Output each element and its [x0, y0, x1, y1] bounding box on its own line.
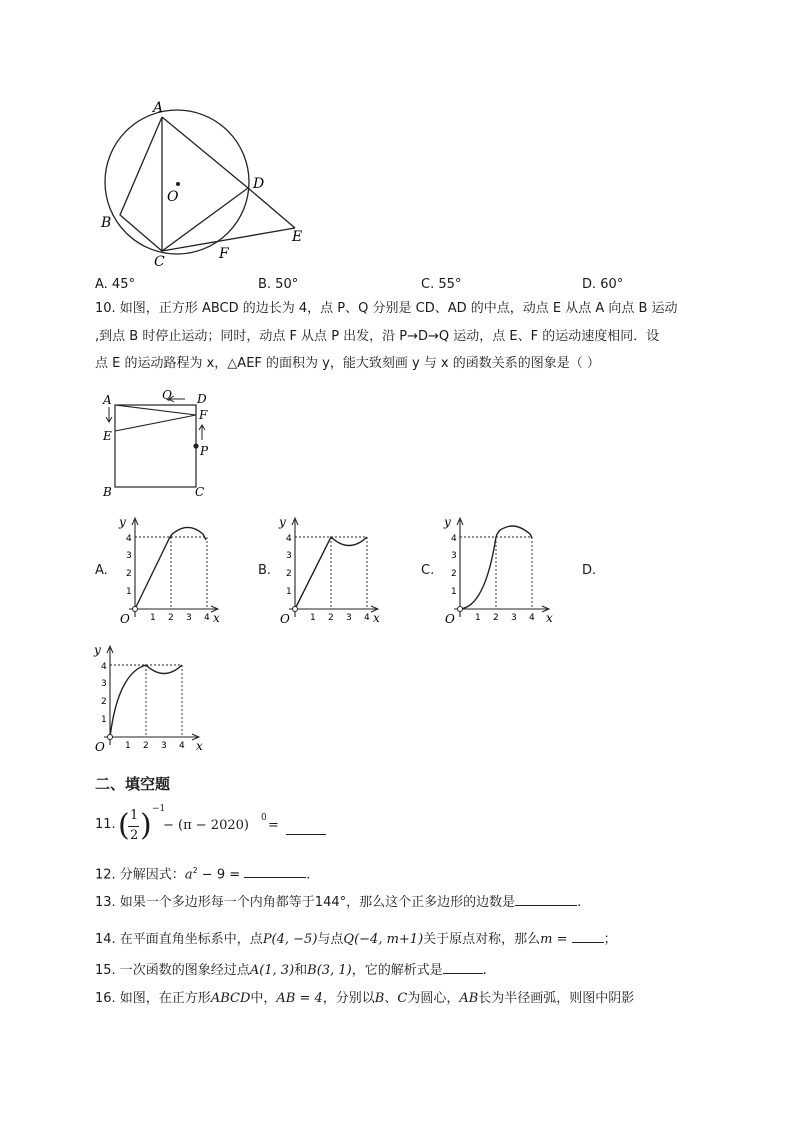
q15-point-b: B(3, 1)	[307, 963, 352, 978]
graph-a-xtick: 1	[150, 613, 156, 623]
graph-a-y-label: y	[119, 515, 126, 529]
q15-and: 和	[294, 963, 308, 978]
graph-b-origin: O	[280, 612, 290, 626]
q16-post: 长为半径画弧，则图中阴影	[478, 991, 635, 1006]
graph-a-ytick: 1	[126, 587, 132, 597]
q10-text-line3: 点 E 的运动路程为 x，△AEF 的面积为 y，能大致刻画 y 与 x 的函数关系的图象是（ ）	[95, 356, 600, 371]
q9-label-c: C	[154, 254, 165, 267]
graph-c-ytick: 2	[451, 569, 457, 579]
graph-a-ytick: 4	[126, 534, 132, 544]
q15-answer-blank[interactable]	[443, 959, 483, 974]
graph-d-ytick: 4	[101, 662, 107, 672]
q10-label-f: F	[199, 408, 208, 422]
q15-pre: 15. 一次函数的图象经过点	[95, 963, 250, 978]
q16-c: C	[397, 991, 408, 1006]
q11-exponent: −1	[152, 804, 166, 814]
graph-d-xtick: 1	[125, 741, 131, 751]
q14-end: ；	[603, 932, 617, 947]
graph-b-ytick: 2	[286, 569, 292, 579]
graph-c-xtick: 4	[529, 613, 535, 623]
graph-b-ytick: 4	[286, 534, 292, 544]
q10-text-line1: 10. 如图，正方形 ABCD 的边长为 4，点 P、Q 分别是 CD、AD 的中点，动点 E 从点 A 向点 B 运动	[95, 301, 678, 316]
q10-label-a: A	[103, 393, 112, 407]
q10-label-c: C	[195, 485, 205, 499]
q9-label-a: A	[153, 100, 164, 116]
q16-b: B	[374, 991, 385, 1006]
q10-option-d-label: D.	[582, 563, 597, 578]
q15-point-a: A(1, 3)	[249, 963, 295, 978]
q10-label-e: E	[103, 429, 112, 443]
q11-zero-exp: 0	[261, 813, 267, 823]
graph-c-ytick: 1	[451, 587, 457, 597]
graph-d-ytick: 2	[101, 697, 107, 707]
graph-a-ytick: 2	[126, 569, 132, 579]
q14-m: m =	[540, 932, 568, 947]
q15-end: .	[482, 963, 487, 978]
graph-b-y-label: y	[279, 515, 286, 529]
graph-c-xtick: 2	[493, 613, 499, 623]
q9-label-e: E	[292, 229, 303, 245]
q9-option-a: A. 45°	[95, 277, 135, 292]
q15-line	[95, 959, 487, 980]
q14-mid: 与点	[317, 932, 344, 947]
q14-point-q: Q(−4, m+1)	[343, 932, 424, 947]
graph-d-xtick: 4	[179, 741, 185, 751]
graph-a-xtick: 4	[204, 613, 210, 623]
q11-rest: − (π − 2020)	[163, 818, 249, 833]
q13-line	[95, 891, 581, 912]
graph-b-xtick: 1	[310, 613, 316, 623]
graph-d-xtick: 3	[161, 741, 167, 751]
q16-mid1: 中，	[250, 991, 277, 1006]
graph-d-xtick: 2	[143, 741, 149, 751]
q14-point-p: P(4, −5)	[262, 932, 318, 947]
graph-b-xtick: 3	[346, 613, 352, 623]
q10-label-b: B	[103, 485, 112, 499]
q10-square-figure	[95, 385, 225, 503]
q10-graph-a	[105, 512, 225, 627]
q9-circle-figure	[95, 92, 315, 267]
q14-answer-blank[interactable]	[572, 928, 604, 943]
graph-d-ytick: 1	[101, 715, 107, 725]
q16-pre: 16. 如图，在正方形	[95, 991, 211, 1006]
q10-graph-b	[265, 512, 385, 627]
q10-text-line2: ,到点 B 时停止运动；同时，动点 F 从点 P 出发，沿 P→D→Q 运动，点 E、F 的运动速度相同．设	[95, 329, 660, 344]
q13-answer-blank[interactable]	[515, 891, 577, 906]
section-title-fill-in: 二、填空题	[95, 775, 171, 793]
q10-option-a-label: A.	[95, 563, 108, 578]
q13-end: .	[577, 895, 582, 910]
graph-c-ytick: 3	[451, 551, 457, 561]
graph-b-ytick: 1	[286, 587, 292, 597]
q12-expr: a	[184, 867, 193, 883]
q16-sep: 、	[384, 991, 398, 1006]
q11-equals: =	[268, 818, 279, 833]
q14-line	[95, 928, 617, 949]
q11-answer-blank[interactable]	[286, 820, 326, 835]
q10-label-p: P	[200, 444, 209, 458]
q9-option-c: C. 55°	[421, 277, 462, 292]
q12-end: .	[306, 867, 311, 883]
graph-a-x-label: x	[213, 611, 220, 625]
graph-a-xtick: 3	[186, 613, 192, 623]
graph-c-xtick: 3	[511, 613, 517, 623]
graph-b-x-label: x	[373, 611, 380, 625]
q9-label-b: B	[101, 215, 112, 231]
q10-graph-d	[80, 640, 210, 755]
graph-a-ytick: 3	[126, 551, 132, 561]
q10-graph-c	[430, 512, 560, 627]
q15-post: ，它的解析式是	[351, 963, 443, 978]
q16-abcd: ABCD	[210, 991, 251, 1006]
q10-option-c-label: C.	[421, 563, 435, 578]
graph-c-y-label: y	[444, 515, 451, 529]
graph-a-xtick: 2	[168, 613, 174, 623]
q12-answer-blank[interactable]	[244, 863, 306, 878]
q14-post: 关于原点对称，那么	[423, 932, 541, 947]
q13-text: 13. 如果一个多边形每一个内角都等于144°，那么这个正多边形的边数是	[95, 895, 516, 910]
q9-label-o: O	[167, 189, 179, 205]
q10-label-q: Q	[162, 388, 172, 402]
q14-pre: 14. 在平面直角坐标系中，点	[95, 932, 263, 947]
q16-ab: AB	[459, 991, 479, 1006]
graph-c-x-label: x	[546, 611, 553, 625]
graph-d-ytick: 3	[101, 679, 107, 689]
graph-d-origin: O	[95, 740, 105, 754]
graph-b-xtick: 4	[364, 613, 370, 623]
graph-a-origin: O	[120, 612, 130, 626]
q16-ab-eq: AB = 4	[276, 991, 323, 1006]
graph-c-xtick: 1	[475, 613, 481, 623]
q11-number: 11.	[95, 817, 116, 832]
q16-mid3: 为圆心，	[407, 991, 460, 1006]
q9-option-b: B. 50°	[258, 277, 299, 292]
q12-sup: 2	[192, 866, 198, 875]
q12-line	[95, 862, 310, 884]
graph-b-xtick: 2	[328, 613, 334, 623]
q16-line	[95, 990, 634, 1008]
q10-label-d: D	[197, 392, 207, 406]
q12-expr-rest: − 9 =	[197, 867, 241, 883]
graph-d-x-label: x	[196, 739, 203, 753]
graph-d-y-label: y	[94, 643, 101, 657]
q10-option-b-label: B.	[258, 563, 272, 578]
graph-b-ytick: 3	[286, 551, 292, 561]
q12-text: 12. 分解因式：	[95, 867, 185, 883]
q11-frac-den: 2	[130, 828, 139, 843]
q9-label-d: D	[253, 176, 265, 192]
q9-label-f: F	[219, 246, 229, 262]
graph-c-origin: O	[445, 612, 455, 626]
q9-option-d: D. 60°	[582, 277, 624, 292]
graph-c-ytick: 4	[451, 534, 457, 544]
q16-mid2: ，分别以	[322, 991, 375, 1006]
q11-frac-num: 1	[130, 808, 139, 823]
